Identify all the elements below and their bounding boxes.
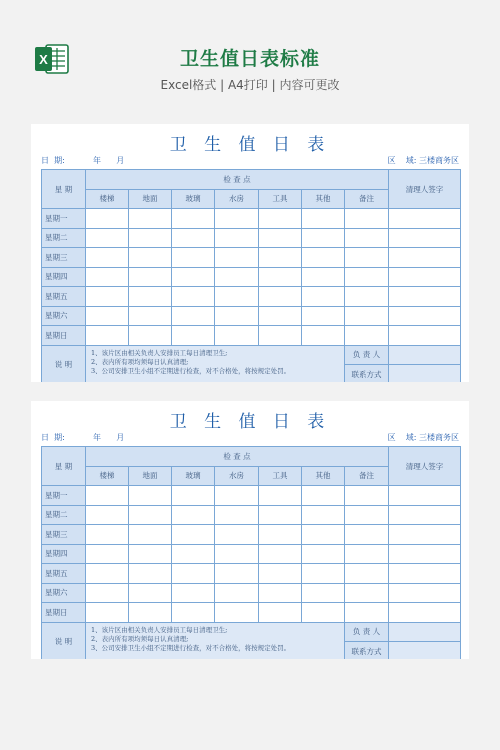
sheet-title: 卫 生 值 日 表 <box>169 135 331 155</box>
note-line: 1、该片区由相关负责人安排员工每日清理卫生; <box>91 348 228 357</box>
column-header: 备注 <box>345 466 389 486</box>
area-info <box>388 155 459 166</box>
column-header: 玻璃 <box>172 466 215 486</box>
table-row <box>42 306 461 326</box>
sign-header: 清理人签字 <box>389 447 461 486</box>
duty-table <box>41 446 461 659</box>
day-label: 星期一 <box>42 209 86 229</box>
day-label: 星期三 <box>42 525 86 545</box>
notes-text <box>86 622 345 659</box>
page-subtitle: Excel格式 | A4打印 | 内容可更改 <box>160 78 340 92</box>
day-label: 星期日 <box>42 326 86 346</box>
note-line: 3、公司安排卫生小组不定期进行检查，对不合格处，将按规定处罚。 <box>91 643 291 652</box>
column-header: 工具 <box>259 189 302 209</box>
sheet-title: 卫 生 值 日 表 <box>169 412 331 432</box>
note-line: 3、公司安排卫生小组不定期进行检查，对不合格处，将按规定处罚。 <box>91 366 291 375</box>
sheet-preview <box>31 401 469 659</box>
note-line: 2、表内所有项均须每日认真清理; <box>91 634 189 643</box>
sign-header: 清理人签字 <box>389 170 461 209</box>
day-label: 星期五 <box>42 287 86 307</box>
contact-label: 联系方式 <box>345 642 389 660</box>
table-row <box>42 603 461 623</box>
day-label: 星期四 <box>42 544 86 564</box>
table-row <box>42 544 461 564</box>
day-label: 星期二 <box>42 505 86 525</box>
day-label: 星期六 <box>42 583 86 603</box>
date-value: 年 月 <box>93 433 125 442</box>
column-header: 其他 <box>302 189 345 209</box>
svg-text:X: X <box>39 52 48 67</box>
area-value: 三楼商务区 <box>419 433 459 442</box>
table-row <box>42 326 461 346</box>
column-header: 其他 <box>302 466 345 486</box>
day-label: 星期二 <box>42 228 86 248</box>
day-label: 星期日 <box>42 603 86 623</box>
column-header: 工具 <box>259 466 302 486</box>
table-row <box>42 486 461 506</box>
area-label: 区 域: <box>387 156 417 165</box>
contact-label: 联系方式 <box>345 365 389 383</box>
day-label: 星期一 <box>42 486 86 506</box>
day-label: 星期三 <box>42 248 86 268</box>
column-header: 备注 <box>345 189 389 209</box>
notes-label: 说 明 <box>42 345 86 382</box>
day-label: 星期五 <box>42 564 86 584</box>
area-info <box>388 432 459 443</box>
column-header: 玻璃 <box>172 189 215 209</box>
table-row <box>42 267 461 287</box>
column-header: 水房 <box>215 189 259 209</box>
notes-label: 说 明 <box>42 622 86 659</box>
table-row <box>42 525 461 545</box>
column-header: 水房 <box>215 466 259 486</box>
note-line: 1、该片区由相关负责人安排员工每日清理卫生; <box>91 625 228 634</box>
week-header: 星 期 <box>42 447 86 486</box>
date-label: 日 期: <box>41 156 65 165</box>
week-header: 星 期 <box>42 170 86 209</box>
responsible-label: 负 责 人 <box>345 622 389 642</box>
column-header: 地面 <box>129 466 172 486</box>
check-header: 检 查 点 <box>86 170 389 190</box>
table-row <box>42 583 461 603</box>
day-label: 星期六 <box>42 306 86 326</box>
notes-text <box>86 345 345 382</box>
column-header: 地面 <box>129 189 172 209</box>
column-header: 楼梯 <box>86 189 129 209</box>
date-label: 日 期: <box>41 433 65 442</box>
page-title: 卫生值日表标准 <box>179 48 320 70</box>
table-row <box>42 248 461 268</box>
table-row <box>42 228 461 248</box>
note-line: 2、表内所有项均须每日认真清理; <box>91 357 189 366</box>
sheet-preview <box>31 124 469 382</box>
date-value: 年 月 <box>93 156 125 165</box>
table-row <box>42 564 461 584</box>
check-header: 检 查 点 <box>86 447 389 467</box>
responsible-label: 负 责 人 <box>345 345 389 365</box>
duty-table <box>41 169 461 382</box>
table-row <box>42 209 461 229</box>
table-row <box>42 505 461 525</box>
area-value: 三楼商务区 <box>419 156 459 165</box>
area-label: 区 域: <box>387 433 417 442</box>
day-label: 星期四 <box>42 267 86 287</box>
column-header: 楼梯 <box>86 466 129 486</box>
header <box>0 0 500 118</box>
table-row <box>42 287 461 307</box>
